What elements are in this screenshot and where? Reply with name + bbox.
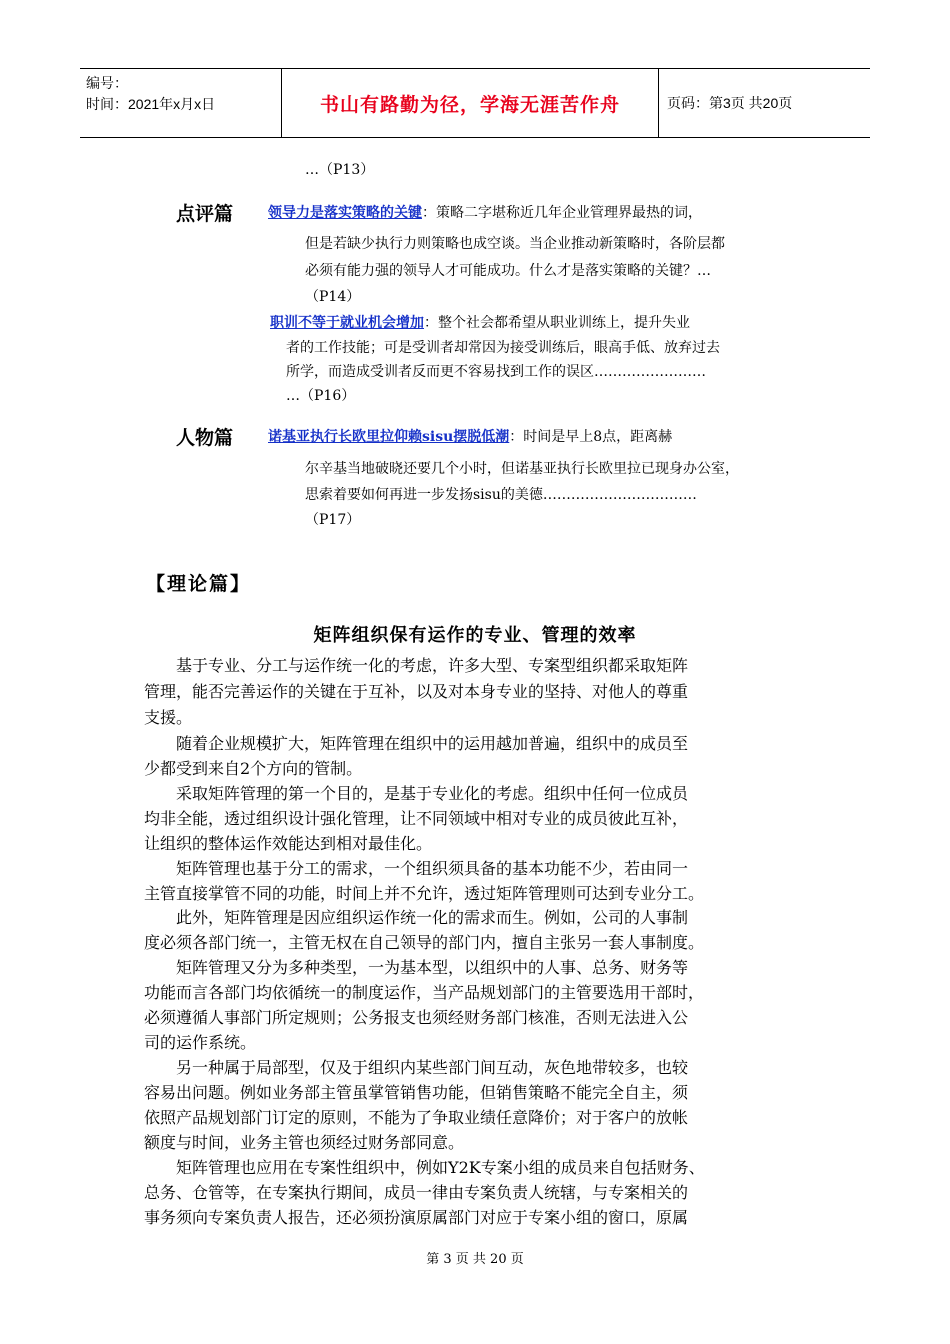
- header-motto: 书山有路勤为径，学海无涯苦作舟: [282, 69, 659, 137]
- body-line: 容易出问题。例如业务部主管虽掌管销售功能，但销售策略不能完全自主，须: [144, 1083, 689, 1102]
- toc-entry-1-line: （P14）: [305, 289, 361, 305]
- toc-entry-2: [270, 313, 690, 333]
- body-line: 矩阵管理也应用在专案性组织中，例如Y2K专案小组的成员来自包括财务、: [144, 1158, 705, 1177]
- toc-link-leadership[interactable]: 领导力是落实策略的关键: [268, 205, 422, 221]
- toc-entry-1: [268, 203, 702, 223]
- body-line: 依照产品规划部门订定的原则，不能为了争取业绩任意降价；对于客户的放帐: [144, 1108, 689, 1127]
- toc-entry-1-line: 必须有能力强的领导人才可能成功。什么才是落实策略的关键？…: [305, 263, 711, 279]
- header-page-info: 页码：第3页 共20页: [667, 95, 793, 111]
- body-line: 矩阵管理也基于分工的需求，一个组织须具备的基本功能不少，若由同一: [144, 859, 689, 878]
- body-line: 此外，矩阵管理是因应组织运作统一化的需求而生。例如，公司的人事制: [144, 908, 689, 927]
- body-line: 功能而言各部门均依循统一的制度运作，当产品规划部门的主管要选用干部时，: [144, 983, 705, 1002]
- section-heading-review: 点评篇: [176, 203, 234, 225]
- body-line: 随着企业规模扩大，矩阵管理在组织中的运用越加普遍，组织中的成员至: [144, 734, 689, 753]
- toc-entry-3-line: 尔辛基当地破晓还要几个小时，但诺基亚执行长欧里拉已现身办公室，: [305, 461, 739, 477]
- body-line: 另一种属于局部型，仅及于组织内某些部门间互动，灰色地带较多，也较: [144, 1058, 689, 1077]
- body-line: 采取矩阵管理的第一个目的，是基于专业化的考虑。组织中任何一位成员: [144, 784, 689, 803]
- intro-tail: …（P13）: [305, 162, 375, 178]
- toc-entry-2-line: 所学，而造成受训者反而更不容易找到工作的误区……………………: [286, 364, 706, 380]
- toc-entry-3-text: ：时间是早上8点，距离赫: [509, 429, 673, 445]
- section-heading-people: 人物篇: [176, 427, 234, 449]
- body-line: 少都受到来自2个方向的管制。: [144, 759, 363, 778]
- toc-entry-2-line: …（P16）: [286, 388, 356, 404]
- body-line: 让组织的整体运作效能达到相对最佳化。: [144, 834, 433, 853]
- page-header: [80, 68, 870, 138]
- page-footer: 第 3 页 共 20 页: [426, 1252, 524, 1267]
- body-line: 度必须各部门统一，主管无权在自己领导的部门内，擅自主张另一套人事制度。: [144, 933, 705, 952]
- toc-entry-3: [268, 427, 672, 447]
- toc-entry-2-line: 者的工作技能；可是受训者却常因为接受训练后，眼高手低、放弃过去: [286, 340, 720, 356]
- body-line: 矩阵管理又分为多种类型，一为基本型，以组织中的人事、总务、财务等: [144, 958, 689, 977]
- body-line: 事务须向专案负责人报告，还必须扮演原属部门对应于专案小组的窗口，原属: [144, 1208, 689, 1227]
- toc-entry-3-line: （P17）: [305, 512, 361, 528]
- toc-link-training[interactable]: 职训不等于就业机会增加: [270, 315, 424, 331]
- theory-heading: 【理论篇】: [146, 573, 252, 595]
- toc-entry-2-text: ：整个社会都希望从职业训练上，提升失业: [424, 315, 690, 331]
- body-line: 总务、仓管等，在专案执行期间，成员一律由专案负责人统辖，与专案相关的: [144, 1183, 689, 1202]
- body-line: 管理，能否完善运作的关键在于互补，以及对本身专业的坚持、对他人的尊重: [144, 682, 689, 701]
- number-label: 编号：: [86, 75, 128, 91]
- body-line: 必须遵循人事部门所定规则；公务报支也须经财务部门核准，否则无法进入公: [144, 1008, 689, 1027]
- time-label: 时间：2021年x月x日: [86, 96, 216, 112]
- body-line: 司的运作系统。: [144, 1033, 257, 1052]
- header-meta: [80, 69, 282, 137]
- toc-entry-1-line: 但是若缺少执行力则策略也成空谈。当企业推动新策略时，各阶层都: [305, 236, 725, 252]
- body-line: 均非全能，透过组织设计强化管理，让不同领域中相对专业的成员彼此互补，: [144, 809, 689, 828]
- body-line: 主管直接掌管不同的功能，时间上并不允许，透过矩阵管理则可达到专业分工。: [144, 884, 705, 903]
- body-line: 基于专业、分工与运作统一化的考虑，许多大型、专案型组织都采取矩阵: [144, 656, 689, 675]
- article-title: 矩阵组织保有运作的专业、管理的效率: [313, 625, 637, 646]
- toc-entry-1-text: ：策略二字堪称近几年企业管理界最热的词，: [422, 205, 702, 221]
- body-line: 支援。: [144, 708, 193, 727]
- body-line: 额度与时间，业务主管也须经过财务部同意。: [144, 1133, 465, 1152]
- toc-entry-3-line: 思索着要如何再进一步发扬sisu的美德……………………………: [305, 487, 697, 503]
- toc-link-nokia[interactable]: 诺基亚执行长欧里拉仰赖sisu摆脱低潮: [268, 429, 510, 445]
